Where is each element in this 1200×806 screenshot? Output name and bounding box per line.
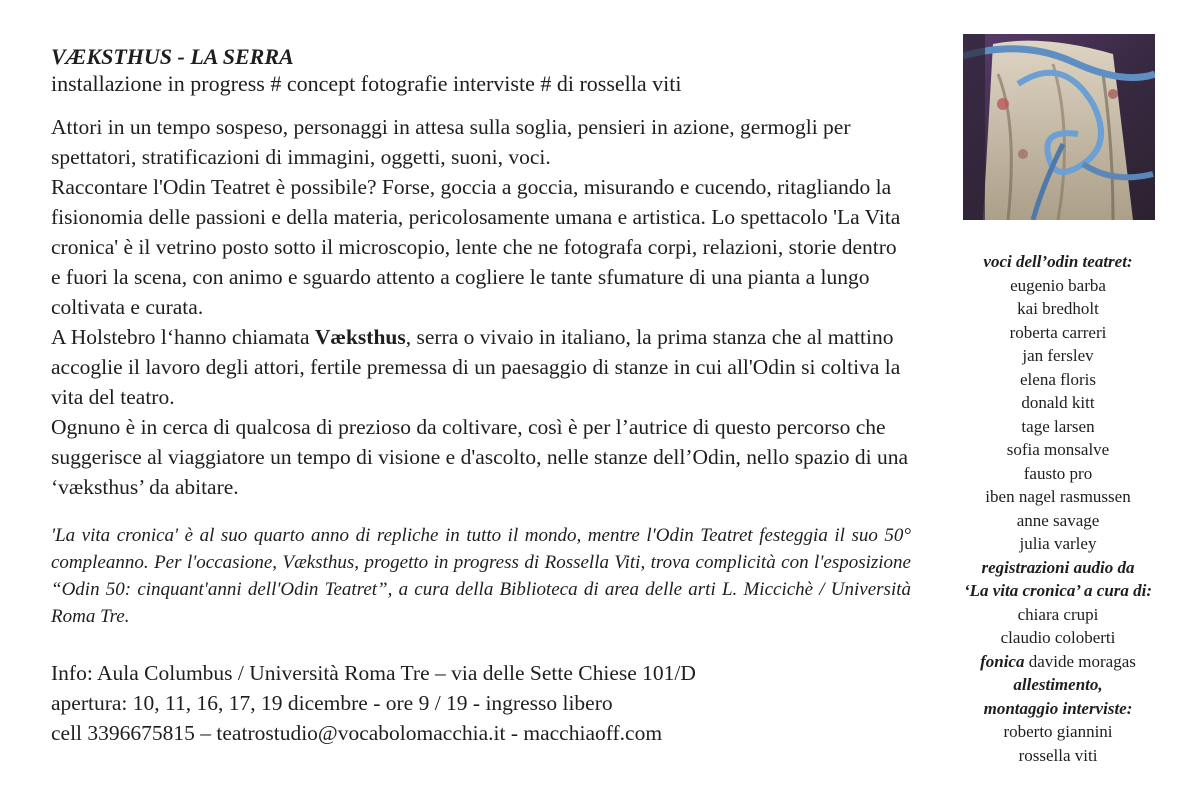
info-location: Info: Aula Columbus / Università Roma Tre – via delle Sette Chiese 101/D bbox=[51, 661, 696, 685]
paragraph-3-end: , serra o vivaio in italiano, la prima stanza che al mattino accoglie il lavoro degli attori, fertile premessa di un paesaggio di stanze in cui all'Odin si coltiva la vita del teatro. bbox=[51, 325, 901, 409]
voice-name: jan ferslev bbox=[1022, 346, 1094, 365]
voice-name: roberta carreri bbox=[1009, 322, 1107, 342]
voice-name: sofia monsalve bbox=[1006, 440, 1110, 459]
fonica-label: fonica bbox=[980, 651, 1025, 671]
paragraph-1: Attori in un tempo sospeso, personaggi in attesa sulla soglia, pensieri in azione, germogli per spettatori, stratificazioni di immagini, oggetti, suoni, voci. bbox=[51, 115, 851, 169]
info-block bbox=[51, 658, 911, 748]
page-title: VÆKSTHUS - LA SERRA bbox=[51, 44, 294, 69]
voice-name: eugenio barba bbox=[1010, 275, 1106, 295]
fonica-line bbox=[930, 650, 1186, 674]
photo-illustration bbox=[963, 34, 1155, 220]
body-text bbox=[51, 112, 911, 502]
voice-name: tage larsen bbox=[1021, 416, 1095, 436]
audio-name: chiara crupi bbox=[1017, 604, 1099, 624]
costume-photo bbox=[963, 34, 1155, 220]
main-column bbox=[51, 44, 911, 748]
info-opening-hours: apertura: 10, 11, 16, 17, 19 dicembre - ore 9 / 19 - ingresso libero bbox=[51, 691, 613, 715]
setup-heading: allestimento, bbox=[1013, 675, 1103, 694]
voice-name: kai bredholt bbox=[1017, 299, 1099, 318]
voices-heading: voci dell’odin teatret: bbox=[983, 252, 1133, 271]
audio-name: claudio coloberti bbox=[1000, 628, 1116, 647]
voice-name: donald kitt bbox=[1021, 393, 1095, 412]
paragraph-2: Raccontare l'Odin Teatret è possibile? Forse, goccia a goccia, misurando e cucendo, ritagliando la fisionomia delle passioni e della materia, pericolosamente umana e artistica. Lo spettacolo 'La Vita cronica' è il vetrino posto sotto il microscopio, lente che ne fotografa corpi, relazioni, storie dentro e fuori la scena, con animo e sguardo attento a cogliere le tante sfumature di una pianta a lungo coltivata e curata. bbox=[51, 175, 901, 319]
voice-name: elena floris bbox=[1020, 369, 1096, 389]
page-subtitle: installazione in progress # concept fotografie interviste # di rossella viti bbox=[51, 71, 682, 96]
vaeksthus-bold: Væksthus bbox=[314, 325, 406, 349]
voice-name: iben nagel rasmussen bbox=[985, 487, 1131, 506]
paragraph-4: Ognuno è in cerca di qualcosa di prezioso da coltivare, così è per l’autrice di questo percorso che suggerisce al viaggiatore un tempo di visione e d'ascolto, nelle stanze dell’Odin, nello spazio di una ‘væksthus’ da abitare. bbox=[51, 415, 909, 499]
audio-heading: registrazioni audio da bbox=[981, 557, 1135, 577]
voice-name: julia varley bbox=[1019, 534, 1097, 553]
setup-heading-2: montaggio interviste: bbox=[983, 698, 1133, 718]
setup-name: roberto giannini bbox=[1003, 722, 1113, 741]
info-contacts: cell 3396675815 – teatrostudio@vocabolomacchia.it - macchiaoff.com bbox=[51, 721, 663, 745]
voice-name: anne savage bbox=[1016, 510, 1100, 530]
fonica-name: davide moragas bbox=[1024, 651, 1136, 671]
credits-column bbox=[930, 250, 1186, 767]
voice-name: fausto pro bbox=[1023, 463, 1093, 483]
audio-heading-2: ‘La vita cronica’ a cura di: bbox=[963, 581, 1153, 600]
paragraph-3 bbox=[51, 322, 911, 412]
setup-name: rossella viti bbox=[1018, 745, 1098, 765]
paragraph-3-start: A Holstebro l‘hanno chiamata bbox=[51, 325, 315, 349]
italic-note: 'La vita cronica' è al suo quarto anno di repliche in tutto il mondo, mentre l'Odin Teatret festeggia il suo 50° compleanno. Per l'occasione, Væksthus, progetto in progress di Rossella Viti, trova complicità con l'esposizione “Odin 50: cinquant'anni dell'Odin Teatret”, a cura della Biblioteca di area delle arti L. Miccichè / Università Roma Tre. bbox=[51, 525, 911, 627]
